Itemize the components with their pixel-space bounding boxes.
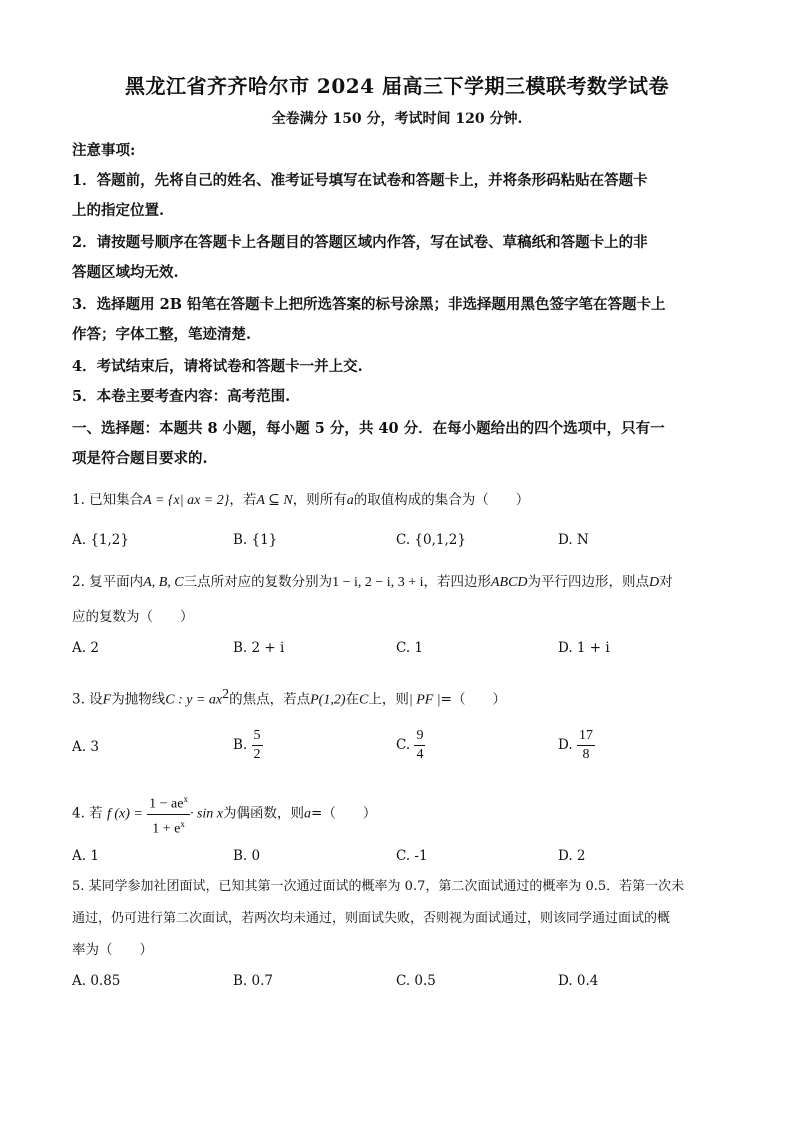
q3-option-d-label: D. <box>558 737 573 753</box>
q3-option-b-fraction <box>252 727 263 764</box>
page-subtitle: 全卷满分 150 分，考试时间 120 分钟. <box>271 111 523 127</box>
q3-focus: F <box>102 692 112 708</box>
question-3 <box>72 685 732 711</box>
q3-parabola: C : y = ax <box>165 692 223 708</box>
section-heading-line-1: 一、选择题：本题共 8 小题，每小题 5 分，共 40 分．在每小题给出的四个选项中，只有一 <box>72 420 665 437</box>
q2-text: 三点所对应的复数分别为 <box>183 574 333 590</box>
fraction-numerator: 9 <box>414 727 425 746</box>
q3-exponent: 2 <box>222 687 230 702</box>
q1-text: ，若 <box>229 492 257 508</box>
q3-text: 为抛物线 <box>111 691 166 708</box>
q4-text: =（ ） <box>311 805 377 822</box>
q2-text: ，若四边形 <box>423 574 491 590</box>
numerator-exponent: x <box>183 794 188 804</box>
q3-point: P(1,2) <box>310 692 346 708</box>
q4-fraction <box>147 790 190 838</box>
q4-option-a: A. 1 <box>72 848 99 864</box>
q4-option-b: B. 0 <box>233 848 261 864</box>
fraction-denominator: 1 + e <box>152 821 181 837</box>
q1-text: ，则所有 <box>292 492 347 508</box>
q4-function: f (x) = <box>106 806 143 822</box>
fraction-denominator: 8 <box>582 747 590 762</box>
section-heading-line-2: 项是符合题目要求的. <box>72 450 208 467</box>
q4-option-d: D. 2 <box>558 848 586 864</box>
q3-option-b <box>233 727 263 764</box>
q3-option-c-fraction <box>414 727 425 764</box>
q4-sin-term: · sin x <box>189 806 224 822</box>
notice-item-3-line-2: 作答；字体工整，笔迹清楚. <box>72 326 252 343</box>
q2-complex-numbers: 1 − i, 2 − i, 3 + i <box>332 575 424 590</box>
q1-text: 的取值构成的集合为（ ） <box>353 492 530 508</box>
question-5-line-1: 5. 某同学参加社团面试，已知其第一次通过面试的概率为 0.7，第二次面试通过的概率为 0.5．若第一次未 <box>72 879 685 894</box>
q5-option-a: A. 0.85 <box>72 973 121 989</box>
fraction-denominator: 4 <box>416 747 424 762</box>
q2-text: 为平行四边形，则点 <box>527 574 650 590</box>
q4-text: 4. 若 <box>72 805 103 822</box>
q3-option-a: A. 3 <box>72 739 99 755</box>
question-2 <box>72 572 732 593</box>
q3-text: 的焦点，若点 <box>229 691 311 708</box>
q5-option-d: D. 0.4 <box>558 973 599 989</box>
q5-option-b: B. 0.7 <box>233 973 273 989</box>
q3-option-b-label: B. <box>233 737 248 753</box>
fraction-numerator: 5 <box>252 727 263 746</box>
notice-item-1-line-1: 1．答题前，先将自己的姓名、准考证号填写在试卷和答题卡上，并将条形码粘贴在答题卡 <box>72 172 648 189</box>
question-2-line-2: 应的复数为（ ） <box>72 609 194 625</box>
q2-quadrilateral: ABCD <box>490 575 528 590</box>
q1-text: 1. 已知集合 <box>72 492 144 508</box>
q4-option-c: C. -1 <box>396 848 428 864</box>
q2-option-d: D. 1 + i <box>558 640 610 656</box>
q1-subset-formula: A ⊆ N <box>256 493 293 508</box>
q2-option-b: B. 2 + i <box>233 640 285 656</box>
q2-text: 2. 复平面内 <box>72 574 144 590</box>
question-1 <box>72 490 732 511</box>
question-5-line-3: 率为（ ） <box>72 942 153 958</box>
q3-option-c <box>396 727 425 764</box>
q3-curve: C <box>359 692 369 708</box>
denominator-exponent: x <box>180 818 185 829</box>
notice-heading: 注意事项: <box>72 142 136 159</box>
q3-text: 上，则 <box>368 691 409 708</box>
q3-distance: | PF | <box>408 692 441 708</box>
q1-option-b: B. {1} <box>233 532 278 548</box>
notice-item-5: 5．本卷主要考查内容：高考范围. <box>72 388 291 405</box>
notice-item-2-line-1: 2．请按题号顺序在答题卡上各题目的答题区域内作答，写在试卷、草稿纸和答题卡上的非 <box>72 234 648 251</box>
fraction-numerator: 1 − ae <box>149 796 184 812</box>
q2-option-a: A. 2 <box>72 640 99 656</box>
q1-var-a: a <box>346 493 354 508</box>
page-title: 黑龙江省齐齐哈尔市 2024 届高三下学期三模联考数学试卷 <box>124 74 670 98</box>
q1-set-formula: A = {x| ax = 2} <box>143 493 230 508</box>
fraction-denominator: 2 <box>253 747 261 762</box>
q2-points: A, B, C <box>143 575 184 590</box>
notice-item-4: 4．考试结束后，请将试卷和答题卡一并上交. <box>72 358 363 375</box>
q3-option-d <box>558 727 595 764</box>
q1-option-c: C. {0,1,2} <box>396 532 466 548</box>
q5-option-c: C. 0.5 <box>396 973 436 989</box>
notice-item-2-line-2: 答题区域均无效. <box>72 264 179 281</box>
q2-text: 对 <box>659 574 673 590</box>
q3-text: =（ ） <box>440 691 506 708</box>
q2-point-d: D <box>649 575 660 590</box>
q2-option-c: C. 1 <box>396 640 424 656</box>
fraction-numerator: 17 <box>577 727 595 746</box>
q3-option-d-fraction <box>577 727 595 764</box>
q3-text: 在 <box>345 691 359 708</box>
q3-text: 3. 设 <box>72 691 103 708</box>
q3-option-c-label: C. <box>396 737 411 753</box>
q4-text: 为偶函数，则 <box>223 805 305 822</box>
notice-item-1-line-2: 上的指定位置. <box>72 202 165 219</box>
question-4 <box>72 790 732 838</box>
q1-option-a: A. {1,2} <box>72 532 129 548</box>
notice-item-3-line-1: 3．选择题用 2B 铅笔在答题卡上把所选答案的标号涂黑；非选择题用黑色签字笔在答题卡上 <box>72 296 666 313</box>
q4-var-a: a <box>304 806 312 822</box>
q1-option-d: D. N <box>558 532 589 548</box>
question-5-line-2: 通过，仍可进行第二次面试，若两次均未通过，则面试失败，否则视为面试通过，则该同学通过面试的概 <box>72 911 671 926</box>
